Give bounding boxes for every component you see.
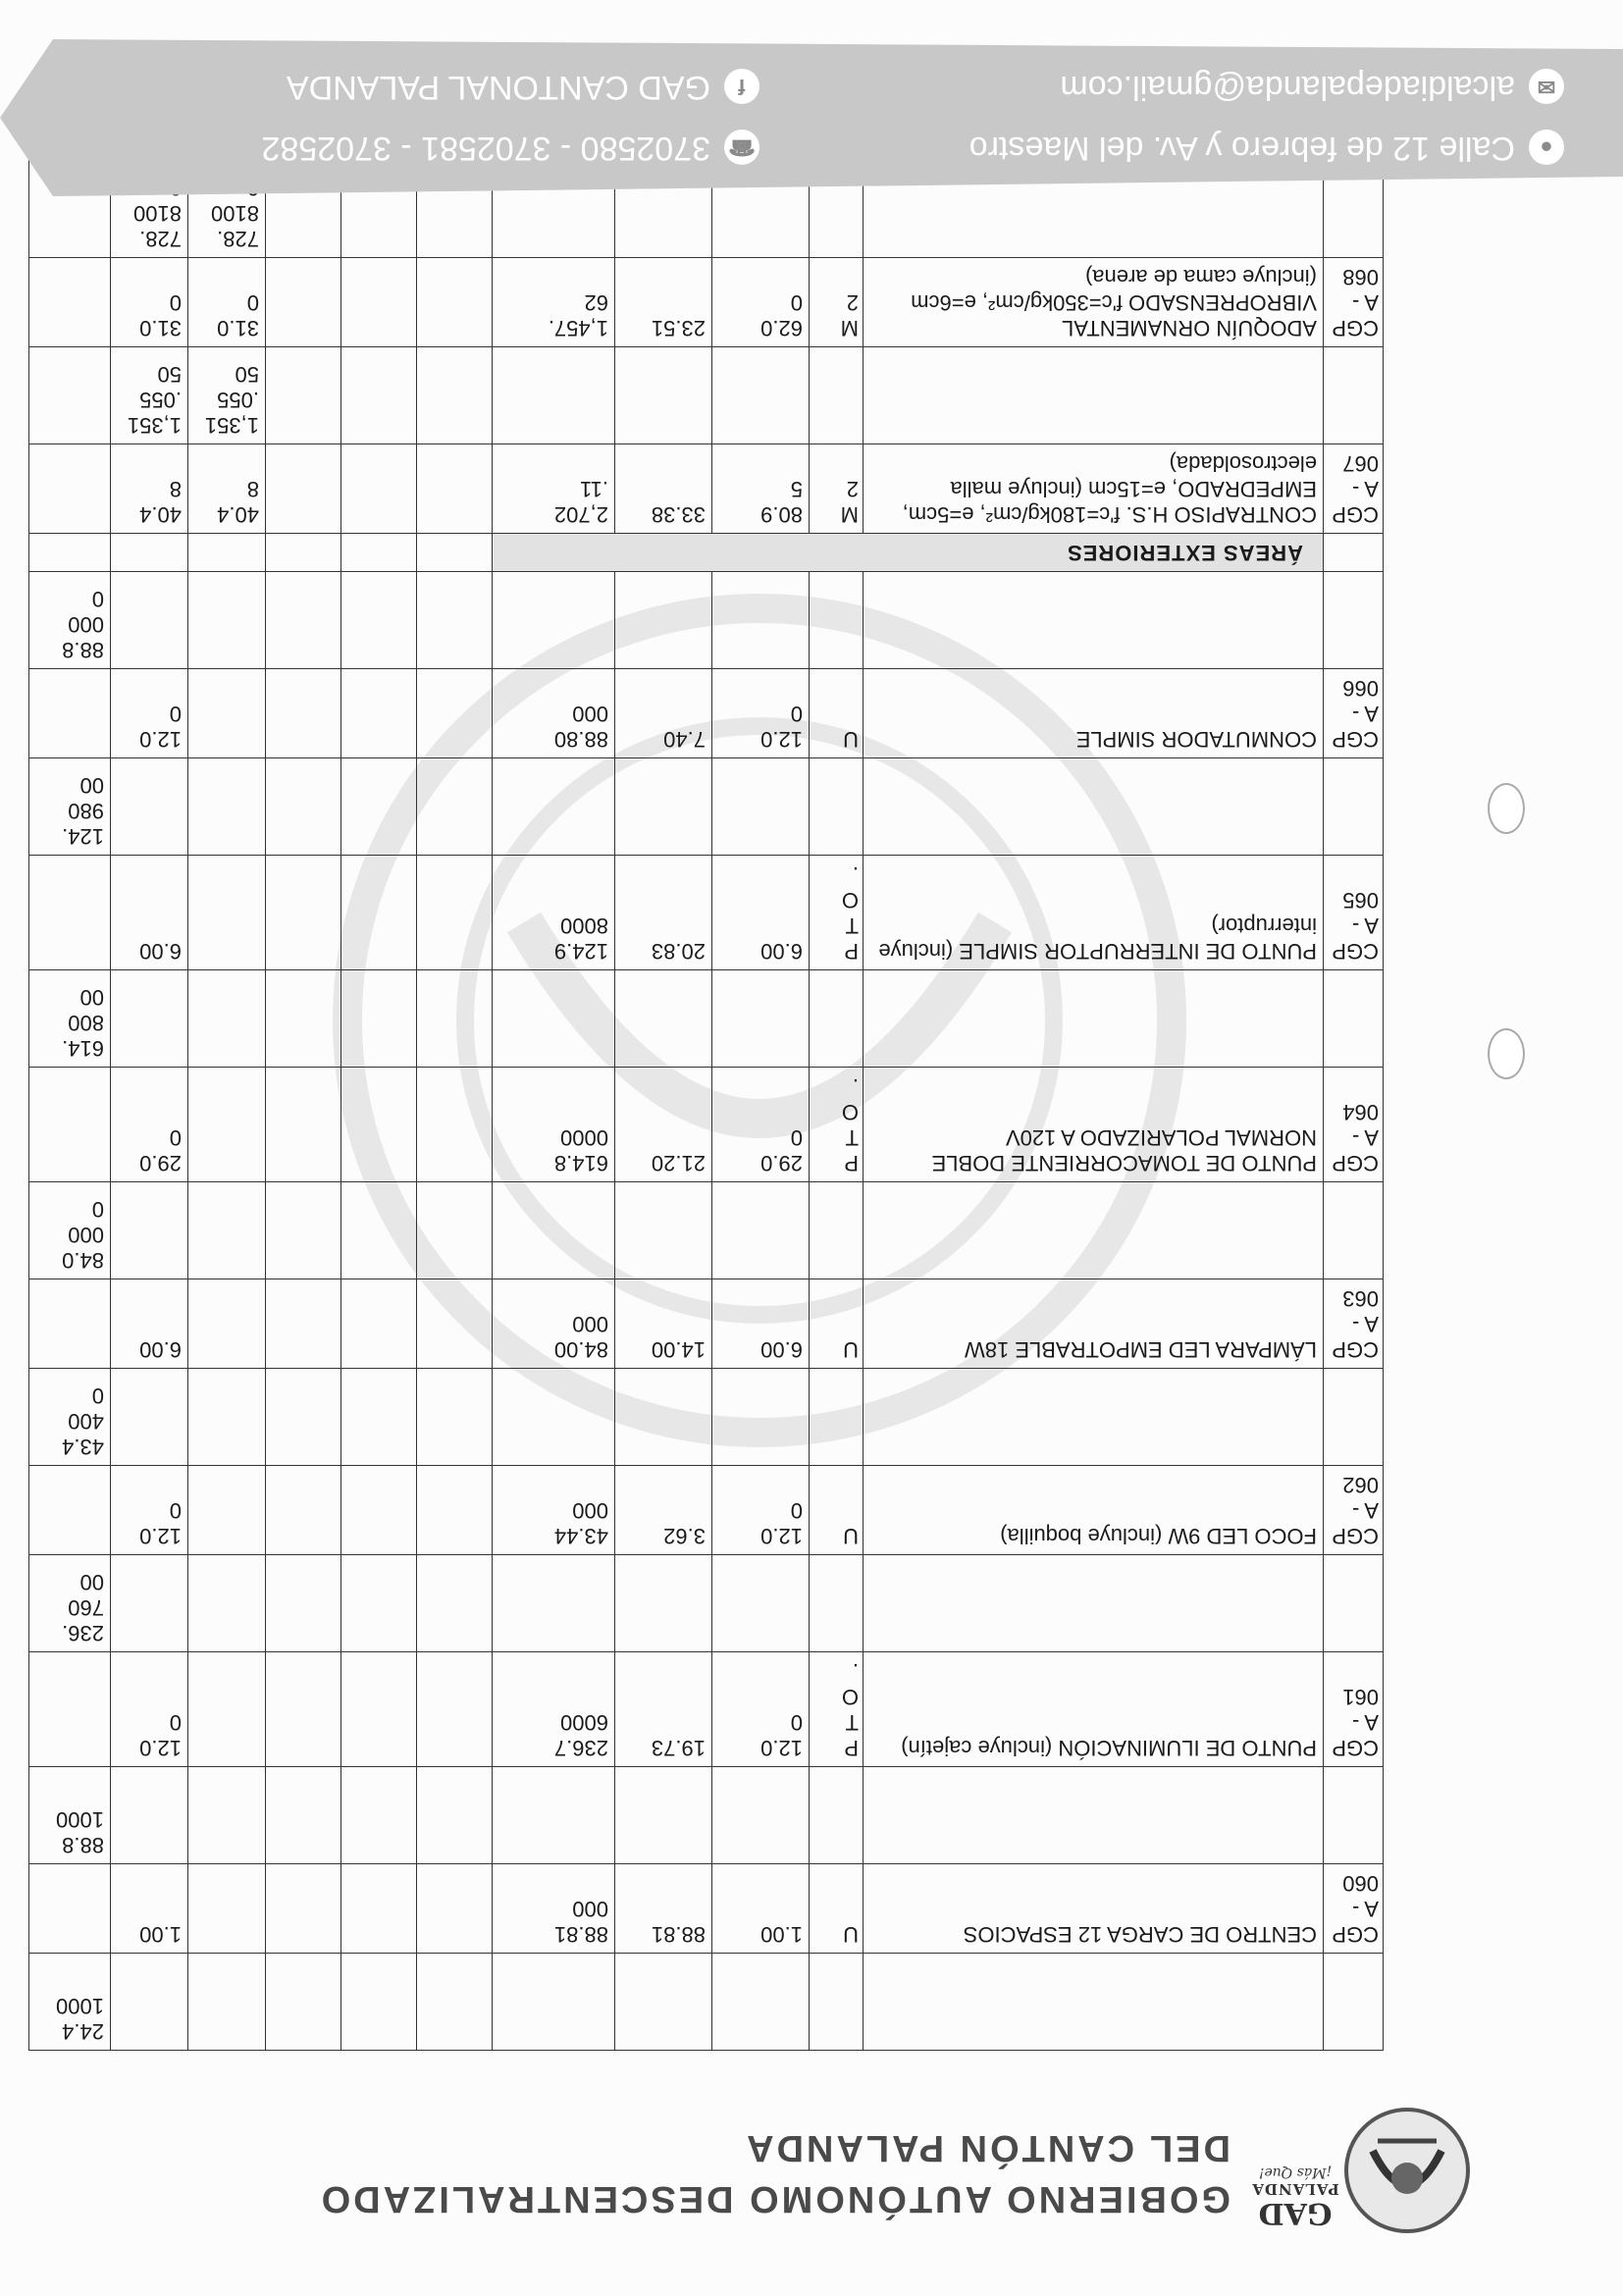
cell-price: 33.38 xyxy=(615,444,712,534)
footer-phones: 3702580 - 3702581 - 3702582 xyxy=(261,130,710,167)
cell-code xyxy=(1324,1182,1384,1279)
cell-f2 xyxy=(111,758,188,856)
cell-total: 236.7 6000 xyxy=(493,1652,615,1767)
cell-unit xyxy=(810,1369,864,1466)
cell-desc xyxy=(864,1555,1324,1652)
cell-total: 124.9 8000 xyxy=(493,856,615,970)
footer-row-email xyxy=(1060,68,1564,106)
footer-email[interactable]: alcaldiadepalanda@gmail.com xyxy=(1060,69,1515,106)
cell-price xyxy=(615,758,712,856)
cell-qty: 6.00 xyxy=(712,1279,810,1369)
subtotal-row xyxy=(29,1767,1384,1864)
cell-qty xyxy=(712,572,810,669)
cell-total: 84.00 000 xyxy=(493,1279,615,1369)
cell-e3 xyxy=(266,1767,341,1864)
cell-e3 xyxy=(266,970,341,1068)
cell-g: 124. 980 00 xyxy=(29,758,111,856)
cell-price: 14.00 xyxy=(615,1279,712,1369)
cell-e1 xyxy=(417,970,493,1068)
cell-total xyxy=(493,1182,615,1279)
cell-unit: U xyxy=(810,669,864,758)
cell-g: 614. 800 00 xyxy=(29,970,111,1068)
cell-total xyxy=(493,1555,615,1652)
cell-price xyxy=(615,1555,712,1652)
cell-total xyxy=(493,1767,615,1864)
table-cell xyxy=(29,534,111,572)
cell-f2: 29.0 0 xyxy=(111,1068,188,1182)
cell-f1 xyxy=(188,669,266,758)
cell-g xyxy=(29,669,111,758)
cell-e2 xyxy=(341,1466,417,1555)
cell-total: 2,702 .11 xyxy=(493,444,615,534)
cell-e3 xyxy=(266,758,341,856)
cell-e1 xyxy=(417,1068,493,1182)
cell-e3 xyxy=(266,347,341,444)
cell-g xyxy=(29,1864,111,1954)
subtotal-row xyxy=(29,347,1384,444)
cell-e3 xyxy=(266,1279,341,1369)
cell-qty xyxy=(712,758,810,856)
cell-f2 xyxy=(111,572,188,669)
cell-qty: 6.00 xyxy=(712,856,810,970)
subtotal-row xyxy=(29,1369,1384,1466)
cell-total xyxy=(493,1954,615,2051)
cell-e3 xyxy=(266,1555,341,1652)
cell-e1 xyxy=(417,669,493,758)
cell-f2: 12.0 0 xyxy=(111,1652,188,1767)
cell-e3 xyxy=(266,1954,341,2051)
cell-code: CGP A - 062 xyxy=(1324,1466,1384,1555)
cell-e2 xyxy=(341,1954,417,2051)
cell-code: CGP A - 066 xyxy=(1324,669,1384,758)
cell-desc: PUNTO DE TOMACORRIENTE DOBLE NORMAL POLARIZADO A 120V xyxy=(864,1068,1324,1182)
cell-e1 xyxy=(417,347,493,444)
location-pin-icon: ● xyxy=(1529,130,1564,166)
cell-f2: 12.0 0 xyxy=(111,669,188,758)
cell-e1 xyxy=(417,1369,493,1466)
cell-price xyxy=(615,1954,712,2051)
table-cell xyxy=(266,534,341,572)
cell-f1 xyxy=(188,970,266,1068)
footer-row-phones xyxy=(261,129,759,167)
cell-f2: 1,351 .055 50 xyxy=(111,347,188,444)
cell-f1 xyxy=(188,856,266,970)
cell-f1 xyxy=(188,1555,266,1652)
cell-g xyxy=(29,347,111,444)
phone-icon: ☎ xyxy=(724,130,759,166)
cell-unit: P T O . xyxy=(810,1652,864,1767)
cell-e2 xyxy=(341,856,417,970)
cell-code xyxy=(1324,1555,1384,1652)
cell-f2: 6.00 xyxy=(111,856,188,970)
cell-unit xyxy=(810,758,864,856)
cell-e1 xyxy=(417,1954,493,2051)
subtotal-row xyxy=(29,970,1384,1068)
cell-f1 xyxy=(188,1954,266,2051)
cell-price xyxy=(615,1182,712,1279)
cell-e2 xyxy=(341,1369,417,1466)
cell-code xyxy=(1324,1954,1384,2051)
table-row xyxy=(29,258,1384,347)
cell-e3 xyxy=(266,1068,341,1182)
budget-table-body xyxy=(29,161,1384,2051)
cell-f2 xyxy=(111,1369,188,1466)
cell-price: 20.83 xyxy=(615,856,712,970)
cell-e2 xyxy=(341,1864,417,1954)
cell-f1 xyxy=(188,1182,266,1279)
cell-e2 xyxy=(341,758,417,856)
cell-qty xyxy=(712,1954,810,2051)
cell-e1 xyxy=(417,1864,493,1954)
cell-desc: CONMUTADOR SIMPLE xyxy=(864,669,1324,758)
cell-code xyxy=(1324,572,1384,669)
cell-f2: 12.0 0 xyxy=(111,1466,188,1555)
cell-unit: M 2 xyxy=(810,258,864,347)
cell-g xyxy=(29,856,111,970)
cell-desc xyxy=(864,1767,1324,1864)
cell-e3 xyxy=(266,1466,341,1555)
cell-e1 xyxy=(417,856,493,970)
cell-qty: 29.0 0 xyxy=(712,1068,810,1182)
cell-g xyxy=(29,258,111,347)
cell-price xyxy=(615,970,712,1068)
cell-desc xyxy=(864,1369,1324,1466)
cell-code: CGP A - 063 xyxy=(1324,1279,1384,1369)
cell-f1 xyxy=(188,1279,266,1369)
cell-qty: 12.0 0 xyxy=(712,1652,810,1767)
table-row xyxy=(29,1864,1384,1954)
cell-f1 xyxy=(188,572,266,669)
cell-f1 xyxy=(188,1864,266,1954)
cell-desc xyxy=(864,1182,1324,1279)
cell-price xyxy=(615,347,712,444)
cell-e1 xyxy=(417,758,493,856)
cell-e1 xyxy=(417,572,493,669)
cell-price: 88.81 xyxy=(615,1864,712,1954)
cell-price: 19.73 xyxy=(615,1652,712,1767)
table-cell xyxy=(1324,534,1384,572)
cell-e2 xyxy=(341,1652,417,1767)
government-title: GOBIERNO AUTÓNOMO DESCENTRALIZADO xyxy=(318,2178,1230,2219)
cell-desc: FOCO LED 9W (incluye boquilla) xyxy=(864,1466,1324,1555)
footer-address: Calle 12 de febrero y Av. del Maestro xyxy=(969,130,1515,167)
punch-hole-top xyxy=(1488,1028,1525,1079)
cell-unit: U xyxy=(810,1864,864,1954)
cell-f2 xyxy=(111,1767,188,1864)
cell-qty xyxy=(712,1369,810,1466)
cell-f1: 40.4 8 xyxy=(188,444,266,534)
cell-code: CGP A - 067 xyxy=(1324,444,1384,534)
budget-table xyxy=(28,160,1384,2051)
cell-total xyxy=(493,1369,615,1466)
cell-e2 xyxy=(341,1555,417,1652)
table-cell xyxy=(341,534,417,572)
cell-e2 xyxy=(341,444,417,534)
cell-f1 xyxy=(188,1369,266,1466)
cell-f1 xyxy=(188,1652,266,1767)
cell-e2 xyxy=(341,1068,417,1182)
cell-total: 88.81 000 xyxy=(493,1864,615,1954)
cell-code xyxy=(1324,970,1384,1068)
footer-row-address xyxy=(969,129,1564,167)
table-row xyxy=(29,669,1384,758)
cell-f1 xyxy=(188,1068,266,1182)
cell-code: CGP A - 065 xyxy=(1324,856,1384,970)
cell-e2 xyxy=(341,1279,417,1369)
cell-g: 88.8 1000 xyxy=(29,1767,111,1864)
cell-e2 xyxy=(341,258,417,347)
cell-price: 21.20 xyxy=(615,1068,712,1182)
cell-price xyxy=(615,1767,712,1864)
cell-qty xyxy=(712,1182,810,1279)
cell-e1 xyxy=(417,258,493,347)
cell-price: 23.51 xyxy=(615,258,712,347)
cell-e1 xyxy=(417,1182,493,1279)
table-row xyxy=(29,444,1384,534)
cell-e2 xyxy=(341,572,417,669)
government-subtitle: DEL CANTÓN PALANDA xyxy=(744,2127,1230,2168)
cell-total: 43.44 000 xyxy=(493,1466,615,1555)
table-row xyxy=(29,1466,1384,1555)
cell-e1 xyxy=(417,1466,493,1555)
cell-g: 84.0 000 0 xyxy=(29,1182,111,1279)
cell-g: 43.4 400 0 xyxy=(29,1369,111,1466)
cell-e3 xyxy=(266,669,341,758)
subtotal-row xyxy=(29,572,1384,669)
cell-unit xyxy=(810,1182,864,1279)
cell-unit xyxy=(810,572,864,669)
cell-price xyxy=(615,1369,712,1466)
cell-price: 7.40 xyxy=(615,669,712,758)
cell-code: CGP A - 061 xyxy=(1324,1652,1384,1767)
logo-motto: ¡Más Que! xyxy=(1258,2165,1333,2180)
cell-total xyxy=(493,572,615,669)
cell-e3 xyxy=(266,258,341,347)
cell-unit: U xyxy=(810,1466,864,1555)
cell-e2 xyxy=(341,1767,417,1864)
cell-f1: 1,351 .055 50 xyxy=(188,347,266,444)
cell-e2 xyxy=(341,669,417,758)
cell-f1 xyxy=(188,1466,266,1555)
cell-code xyxy=(1324,758,1384,856)
cell-qty xyxy=(712,1767,810,1864)
cell-e2 xyxy=(341,970,417,1068)
cell-code: CGP A - 060 xyxy=(1324,1864,1384,1954)
cell-total xyxy=(493,347,615,444)
cell-f2: 728. 8100 xyxy=(111,161,188,258)
table-cell xyxy=(111,534,188,572)
logo-palanda: PALANDA xyxy=(1251,2180,1339,2198)
cell-e3 xyxy=(266,444,341,534)
cell-g xyxy=(29,444,111,534)
cell-f2: 40.4 8 xyxy=(111,444,188,534)
cell-unit: U xyxy=(810,1279,864,1369)
cell-qty: 80.9 5 xyxy=(712,444,810,534)
cell-desc: PUNTO DE INTERRUPTOR SIMPLE (incluye interruptor) xyxy=(864,856,1324,970)
cell-e3 xyxy=(266,572,341,669)
cell-e3 xyxy=(266,1369,341,1466)
cell-f1 xyxy=(188,1767,266,1864)
cell-desc xyxy=(864,572,1324,669)
cell-total xyxy=(493,970,615,1068)
cell-desc: ADOQUÍN ORNAMENTAL VIBROPRENSADO f'c=350kg/cm², e=6cm (incluye cama de arena) xyxy=(864,258,1324,347)
cell-e3 xyxy=(266,1864,341,1954)
cell-total xyxy=(493,758,615,856)
table-row xyxy=(29,1279,1384,1369)
table-row xyxy=(29,1068,1384,1182)
cell-code xyxy=(1324,347,1384,444)
cell-unit: M 2 xyxy=(810,444,864,534)
table-cell xyxy=(188,534,266,572)
cell-unit xyxy=(810,1767,864,1864)
subtotal-row xyxy=(29,1182,1384,1279)
table-row xyxy=(29,1652,1384,1767)
cell-total: 1,457. 62 xyxy=(493,258,615,347)
cell-unit xyxy=(810,1954,864,2051)
cell-f1 xyxy=(188,758,266,856)
gad-palanda-logo xyxy=(1338,2102,1476,2239)
cell-code xyxy=(1324,1767,1384,1864)
cell-g: 24.4 1000 xyxy=(29,1954,111,2051)
cell-f2 xyxy=(111,970,188,1068)
cell-e3 xyxy=(266,1652,341,1767)
cell-f1: 31.0 0 xyxy=(188,258,266,347)
punch-hole-bottom xyxy=(1488,783,1525,834)
cell-f2 xyxy=(111,1954,188,2051)
table-row xyxy=(29,856,1384,970)
mail-icon: ✉ xyxy=(1529,70,1564,105)
logo-text xyxy=(1236,2165,1354,2230)
cell-price: 3.62 xyxy=(615,1466,712,1555)
cell-unit xyxy=(810,347,864,444)
cell-f2: 1.00 xyxy=(111,1864,188,1954)
cell-g xyxy=(29,1466,111,1555)
section-row xyxy=(29,534,1384,572)
cell-f2: 6.00 xyxy=(111,1279,188,1369)
cell-qty: 62.0 0 xyxy=(712,258,810,347)
cell-unit xyxy=(810,1555,864,1652)
cell-e1 xyxy=(417,1279,493,1369)
cell-unit: P T O . xyxy=(810,856,864,970)
cell-code: CGP A - 068 xyxy=(1324,258,1384,347)
cell-desc xyxy=(864,758,1324,856)
cell-code: CGP A - 064 xyxy=(1324,1068,1384,1182)
cell-qty xyxy=(712,347,810,444)
cell-price xyxy=(615,572,712,669)
cell-e1 xyxy=(417,1555,493,1652)
cell-g: 88.8 000 0 xyxy=(29,572,111,669)
subtotal-row xyxy=(29,1555,1384,1652)
cell-unit xyxy=(810,970,864,1068)
cell-e1 xyxy=(417,1767,493,1864)
section-title: ÁREAS EXTERIORES xyxy=(493,534,1324,572)
cell-e3 xyxy=(266,856,341,970)
page-header xyxy=(200,2092,1476,2239)
cell-unit: P T O . xyxy=(810,1068,864,1182)
subtotal-row xyxy=(29,758,1384,856)
table-cell xyxy=(417,534,493,572)
cell-desc: LÁMPARA LED EMPOTRABLE 18W xyxy=(864,1279,1324,1369)
cell-e3 xyxy=(266,1182,341,1279)
logo-gad: GAD xyxy=(1258,2196,1333,2230)
cell-g xyxy=(29,1652,111,1767)
cell-e2 xyxy=(341,1182,417,1279)
cell-total: 614.8 0000 xyxy=(493,1068,615,1182)
footer-row-social xyxy=(287,68,759,106)
cell-g xyxy=(29,1279,111,1369)
cell-qty: 12.0 0 xyxy=(712,1466,810,1555)
cell-desc: CONTRAPISO H.S. f'c=180kg/cm², e=5cm, EMPEDRADO, e=15cm (incluye malla electrosoldada) xyxy=(864,444,1324,534)
facebook-icon: f xyxy=(724,70,759,105)
cell-g xyxy=(29,1068,111,1182)
cell-qty xyxy=(712,970,810,1068)
cell-f1: 728. 8100 xyxy=(188,161,266,258)
footer-social: GAD CANTONAL PALANDA xyxy=(286,69,710,106)
cell-f2: 31.0 0 xyxy=(111,258,188,347)
cell-g: 236. 760 00 xyxy=(29,1555,111,1652)
cell-total: 88.80 000 xyxy=(493,669,615,758)
footer-contact xyxy=(190,49,1564,167)
cell-qty: 12.0 0 xyxy=(712,669,810,758)
cell-e1 xyxy=(417,444,493,534)
cell-desc: PUNTO DE ILUMINACIÓN (incluye cajetín) xyxy=(864,1652,1324,1767)
cell-desc xyxy=(864,347,1324,444)
cell-f2 xyxy=(111,1182,188,1279)
cell-desc: CENTRO DE CARGA 12 ESPACIOS xyxy=(864,1864,1324,1954)
cell-e2 xyxy=(341,347,417,444)
cell-desc xyxy=(864,1954,1324,2051)
cell-code xyxy=(1324,1369,1384,1466)
cell-f2 xyxy=(111,1555,188,1652)
subtotal-row xyxy=(29,1954,1384,2051)
cell-qty: 1.00 xyxy=(712,1864,810,1954)
cell-e1 xyxy=(417,1652,493,1767)
cell-desc xyxy=(864,970,1324,1068)
cell-qty xyxy=(712,1555,810,1652)
